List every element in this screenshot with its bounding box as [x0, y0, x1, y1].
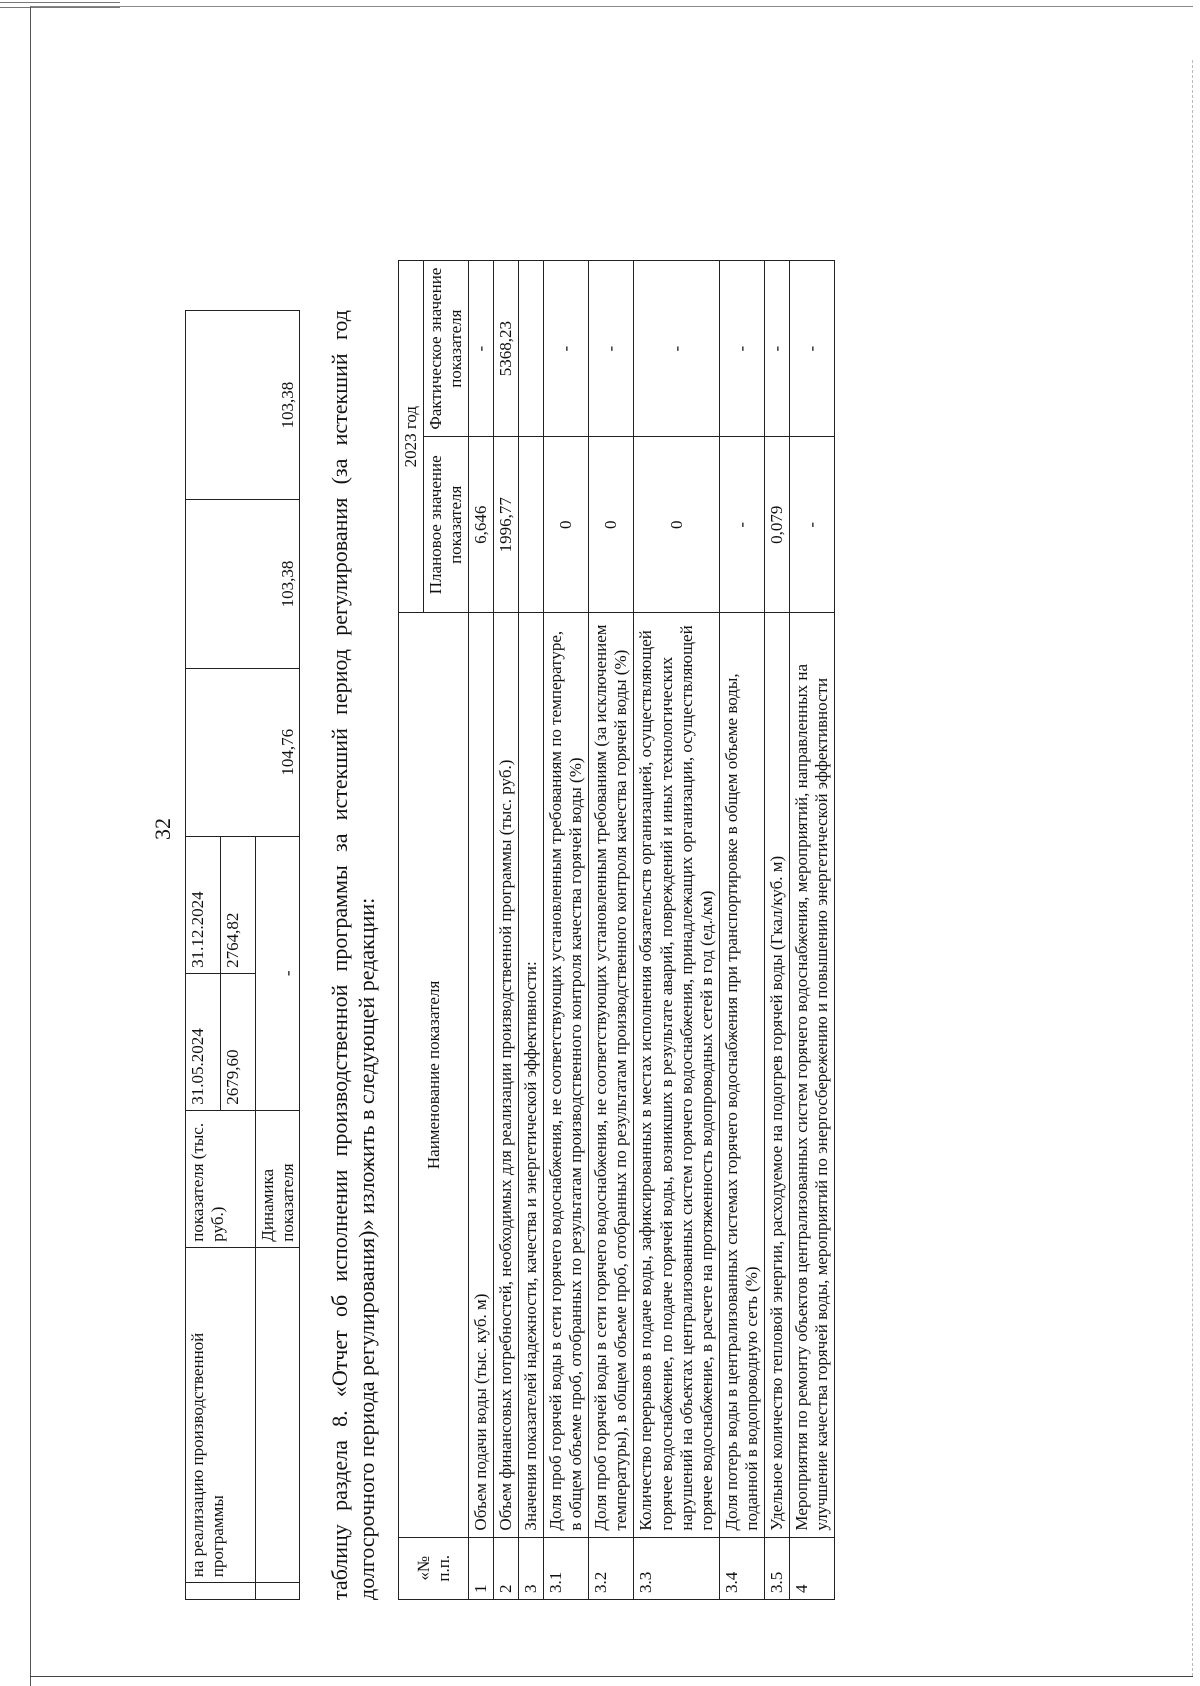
- table-cell-blank: [186, 668, 300, 836]
- row-num: 3.1: [544, 1537, 589, 1599]
- table-cell-blank: [256, 1247, 300, 1583]
- row-num: 2: [494, 1537, 519, 1599]
- column-header-plan: Плановое значение показателя: [424, 437, 469, 613]
- table-row: [544, 261, 589, 1600]
- table-row: [519, 261, 544, 1600]
- date-cell: 31.12.2024: [186, 836, 221, 973]
- row-plan: 6,646: [469, 437, 494, 613]
- row-num: 4: [789, 1537, 834, 1599]
- row-fact: -: [544, 261, 589, 437]
- row-num: 3.4: [719, 1537, 764, 1599]
- rotated-page: [150, 100, 1200, 1600]
- row-name: Количество перерывов в подаче воды, зафиксированных в местах исполнения обязательств организацией, осуществляющей горячее водоснабжение, по подаче горячей воды, возникших в результате аварий, повреждений и иных технологических нарушений на объектах централизованных систем горячего водоснабжения, принадлежащих организации, осуществляющей горячее водоснабжение, в расчете на протяженность водопроводных сетей в год (ед./км): [634, 613, 719, 1537]
- table-row: [789, 261, 834, 1600]
- table-cell-blank: [186, 311, 300, 500]
- table-header-row: [399, 261, 424, 1600]
- row-name: Доля потерь воды в централизованных системах горячего водоснабжения при транспортировке в общем объеме воды, поданной в водопроводную сеть (%): [719, 613, 764, 1537]
- column-header-num: «№ п.п.: [399, 1537, 469, 1599]
- table-row: [719, 261, 764, 1600]
- row-plan: [519, 437, 544, 613]
- value-cell: 2679,60: [221, 973, 256, 1110]
- top-table-row: [186, 311, 221, 1600]
- row-name: Объем финансовых потребностей, необходимых для реализации производственной программы (тыс. руб.): [494, 613, 519, 1537]
- value-cell: 103,38: [277, 560, 297, 608]
- row-plan: 0: [544, 437, 589, 613]
- row-num: 3.5: [764, 1537, 789, 1599]
- row-fact: -: [469, 261, 494, 437]
- row-name: Значения показателей надежности, качества и энергетической эффективности:: [519, 613, 544, 1537]
- row-label: Динамика показателя: [256, 1110, 300, 1247]
- column-header-fact: Фактическое значение показателя: [424, 261, 469, 437]
- row-plan: 0: [634, 437, 719, 613]
- column-header-year: 2023 год: [399, 261, 424, 613]
- row-num: 1: [469, 1537, 494, 1599]
- row-name: Доля проб горячей воды в сети горячего водоснабжения, не соответствующих установленным требованиям по температуре, в общем объеме проб, отобранных по результатам производственного контроля качества горячей воды (%): [544, 613, 589, 1537]
- table-cell-blank: [256, 1583, 300, 1600]
- row-plan: 0,079: [764, 437, 789, 613]
- value-cell: 103,38: [277, 381, 297, 429]
- table-cell-blank: [186, 500, 300, 668]
- value-cell: 104,76: [277, 728, 297, 776]
- value-cell: -: [256, 836, 300, 1110]
- row-name: Удельное количество тепловой энергии, расходуемое на подогрев горячей воды (Гкал/куб. м): [764, 613, 789, 1537]
- table-row: [494, 261, 519, 1600]
- row-plan: 1996,77: [494, 437, 519, 613]
- row-fact: -: [589, 261, 634, 437]
- main-table: [398, 260, 835, 1600]
- row-fact: -: [719, 261, 764, 437]
- row-plan: 0: [589, 437, 634, 613]
- row-num: 3.2: [589, 1537, 634, 1599]
- row-fact: -: [789, 261, 834, 437]
- row-name: Доля проб горячей воды в сети горячего водоснабжения, не соответствующих установленным требованиям (за исключением температуры), в общем объеме проб, отобранных по результатам производственного контроля качества горячей воды (%): [589, 613, 634, 1537]
- row-fact: -: [764, 261, 789, 437]
- top-table: [185, 310, 300, 1600]
- column-header-name: Наименование показателя: [399, 613, 469, 1537]
- table-row: [589, 261, 634, 1600]
- row-plan: -: [719, 437, 764, 613]
- table-cell-blank: [186, 1583, 256, 1600]
- row-fact: 5368,23: [494, 261, 519, 437]
- row-sublabel: показателя (тыс. руб.): [186, 1110, 256, 1247]
- date-cell: 31.05.2024: [186, 973, 221, 1110]
- row-name: Мероприятия по ремонту объектов централизованных систем горячего водоснабжения, мероприятий, направленных на улучшение качества горячей воды, мероприятий по энергосбережению и повышению энергетической эффективности: [789, 613, 834, 1537]
- intro-paragraph: таблицу раздела 8. «Отчет об исполнении производственной программы за истекший период регулирования (за истекший год долгосрочного периода регулирования)» изложить в следующей редакции:: [327, 310, 379, 1600]
- table-row: [469, 261, 494, 1600]
- row-num: 3.3: [634, 1537, 719, 1599]
- row-fact: -: [634, 261, 719, 437]
- row-fact: [519, 261, 544, 437]
- scan-bottom-edge: [30, 1676, 1193, 1677]
- row-num: 3: [519, 1537, 544, 1599]
- row-plan: -: [789, 437, 834, 613]
- table-row: [634, 261, 719, 1600]
- page-number: 32: [150, 818, 175, 840]
- table-row: [764, 261, 789, 1600]
- row-name: Объем подачи воды (тыс. куб. м): [469, 613, 494, 1537]
- value-cell: 2764,82: [221, 836, 256, 973]
- row-label: на реализацию производственной программы: [186, 1247, 256, 1583]
